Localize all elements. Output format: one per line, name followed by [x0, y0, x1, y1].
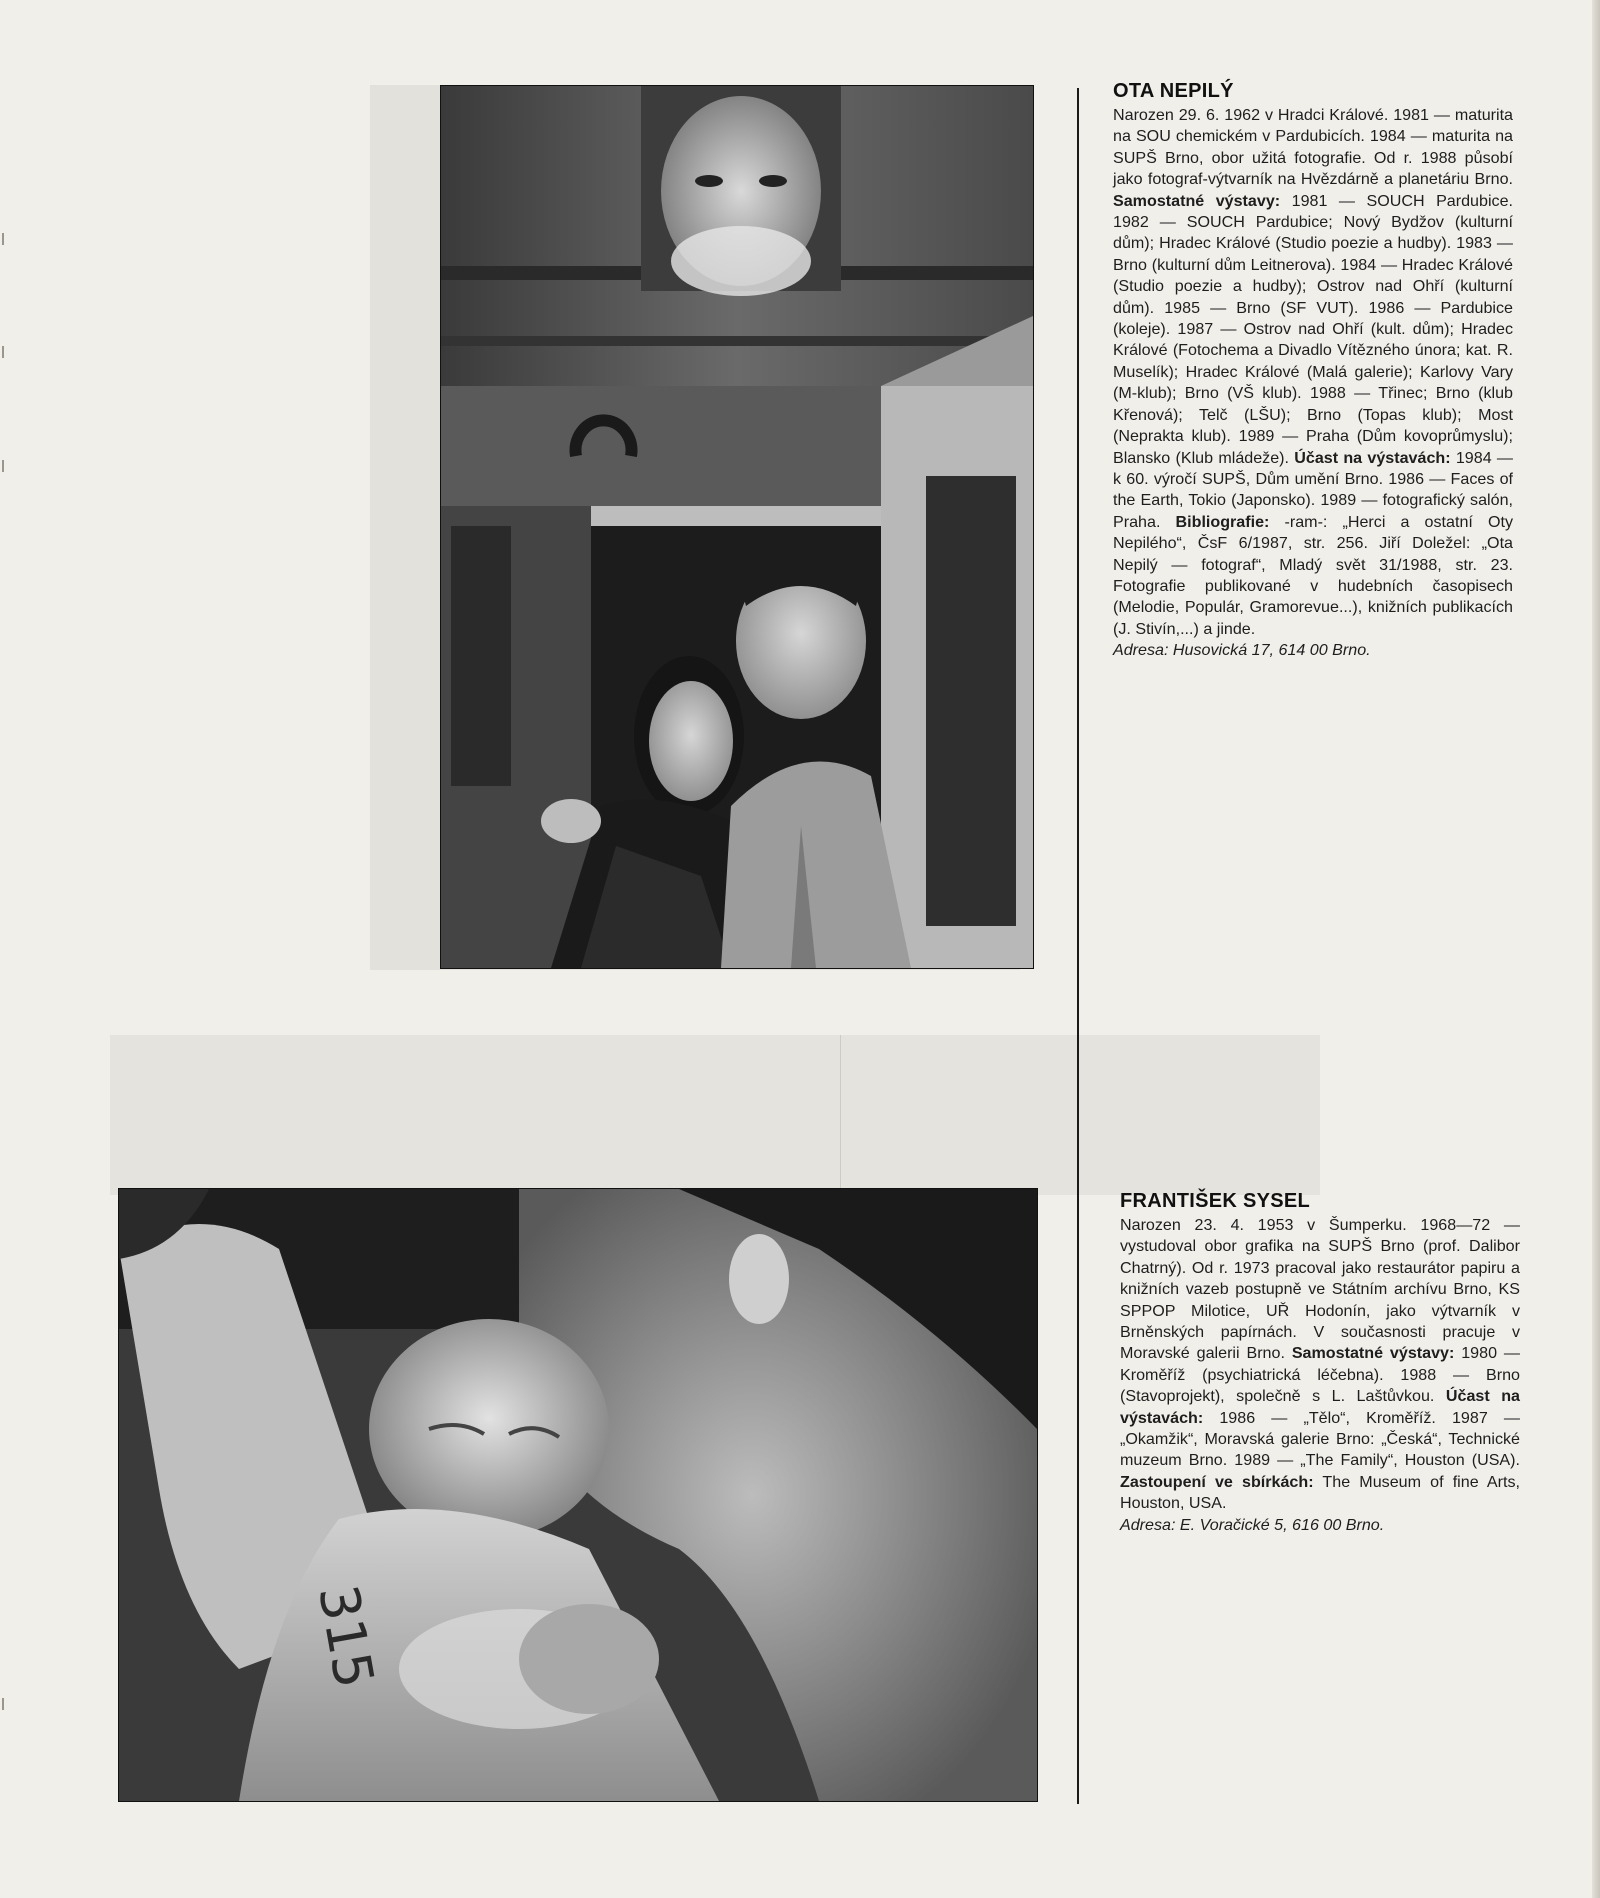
bio-name: FRANTIŠEK SYSEL: [1120, 1190, 1311, 1212]
bio-text-segment: The Museum of fine Arts, Houston, USA.: [1120, 1472, 1520, 1513]
bio-name: OTA NEPILÝ: [1113, 80, 1234, 102]
bio-address: Adresa: E. Voračické 5, 616 00 Brno.: [1120, 1515, 1385, 1534]
photo-mother-newborn: [118, 1188, 1038, 1802]
bio-heading-group-exhibitions: Účast na výstavách:: [1120, 1387, 1521, 1427]
bio-heading-bibliography: Bibliografie:: [1175, 512, 1270, 531]
bio-heading-group-exhibitions: Účast na výstavách:: [1294, 448, 1451, 467]
bio-text: [1120, 1215, 1520, 1515]
photo-couple-portrait: [440, 85, 1034, 969]
bleed-through-line: [840, 1035, 841, 1195]
bio-ota-nepily: [1113, 80, 1513, 662]
bio-text-segment: -ram-: „Herci a ostatní Oty Nepilého“, ČsF 6/1987, str. 256. Jiří Doležel: „Ota Nepilý — fotograf“, Mladý svět 31/1988, str. 23. Fotografie publikované v hudebních časopisech (Melodie, Populár, Gramorevue...), knižních publikacích (J. Stivín,...) a jinde.: [1113, 512, 1513, 638]
bio-address: Adresa: Husovická 17, 614 00 Brno.: [1113, 641, 1371, 660]
column-divider: [1077, 88, 1079, 1804]
bio-text-segment: 1984 — k 60. výročí SUPŠ, Dům umění Brno. 1986 — Faces of the Earth, Tokio (Japonsko). 1989 — fotografický salón, Praha.: [1113, 448, 1513, 531]
bio-text-segment: 1980 — Kroměříž (psychiatrická léčebna). 1988 — Brno (Stavoprojekt), společně s L. Laštůvkou.: [1120, 1344, 1521, 1406]
bio-text-segment: Narozen 23. 4. 1953 v Šumperku. 1968—72 — vystudoval obor grafika na SUPŠ Brno (prof. Dalibor Chatrný). Od r. 1973 pracoval jako restaurátor papiru a knižních vazeb postupně ve Státním archívu Brno, KS SPPOP Milotice, UŘ Hodonín, jako výtvarník v Brněnských papírnách. V současnosti pracuje v Moravské galerii Brno.: [1120, 1216, 1520, 1363]
page-edge: [1592, 0, 1600, 1898]
bio-text-segment: 1981 — SOUCH Pardubice. 1982 — SOUCH Pardubice; Nový Bydžov (kulturní dům); Hradec Králové (Studio poezie a hudby). 1983 — Brno (kulturní dům Leitnerova). 1984 — Hradec Králové (Studio poezie a hudby); Ostrov nad Ohří (kulturní dům). 1985 — Brno (SF VUT). 1986 — Pardubice (koleje). 1987 — Ostrov nad Ohří (kult. dům); Hradec Králové (Fotochema a Divadlo Vítězného února; kat. R. Muselík); Hradec Králové (Malá galerie); Karlovy Vary (M-klub); Brno (VŠ klub). 1988 — Třinec; Brno (klub Křenová); Telč (LŠU); Brno (Topas klub); Most (Neprakta klub). 1989 — Praha (Dům kovoprůmyslu); Blansko (Klub mládeže).: [1113, 191, 1514, 467]
bleed-through-shadow: [110, 1035, 1320, 1195]
bio-heading-exhibitions: Samostatné výstavy:: [1291, 1344, 1455, 1363]
bio-frantisek-sysel: [1120, 1190, 1520, 1536]
bio-text-segment: Narozen 29. 6. 1962 v Hradci Králové. 1981 — maturita na SOU chemickém v Pardubicích. 1984 — maturita na SUPŠ Brno, obor užitá fotografie. Od r. 1988 působí jako fotograf-výtvarník na Hvězdárně a planetáriu Brno.: [1113, 106, 1513, 189]
arm-marking: 315: [306, 1580, 387, 1693]
bio-heading-collections: Zastoupení ve sbírkách:: [1120, 1472, 1314, 1491]
bio-text-segment: 1986 — „Tělo“, Kroměříž. 1987 — „Okamžik“, Moravská galerie Brno: „Česká“, Technické muzeum Brno. 1989 — „The Family“, Houston (USA).: [1120, 1408, 1520, 1470]
bio-heading-exhibitions: Samostatné výstavy:: [1113, 191, 1281, 210]
bio-text: [1113, 105, 1513, 640]
